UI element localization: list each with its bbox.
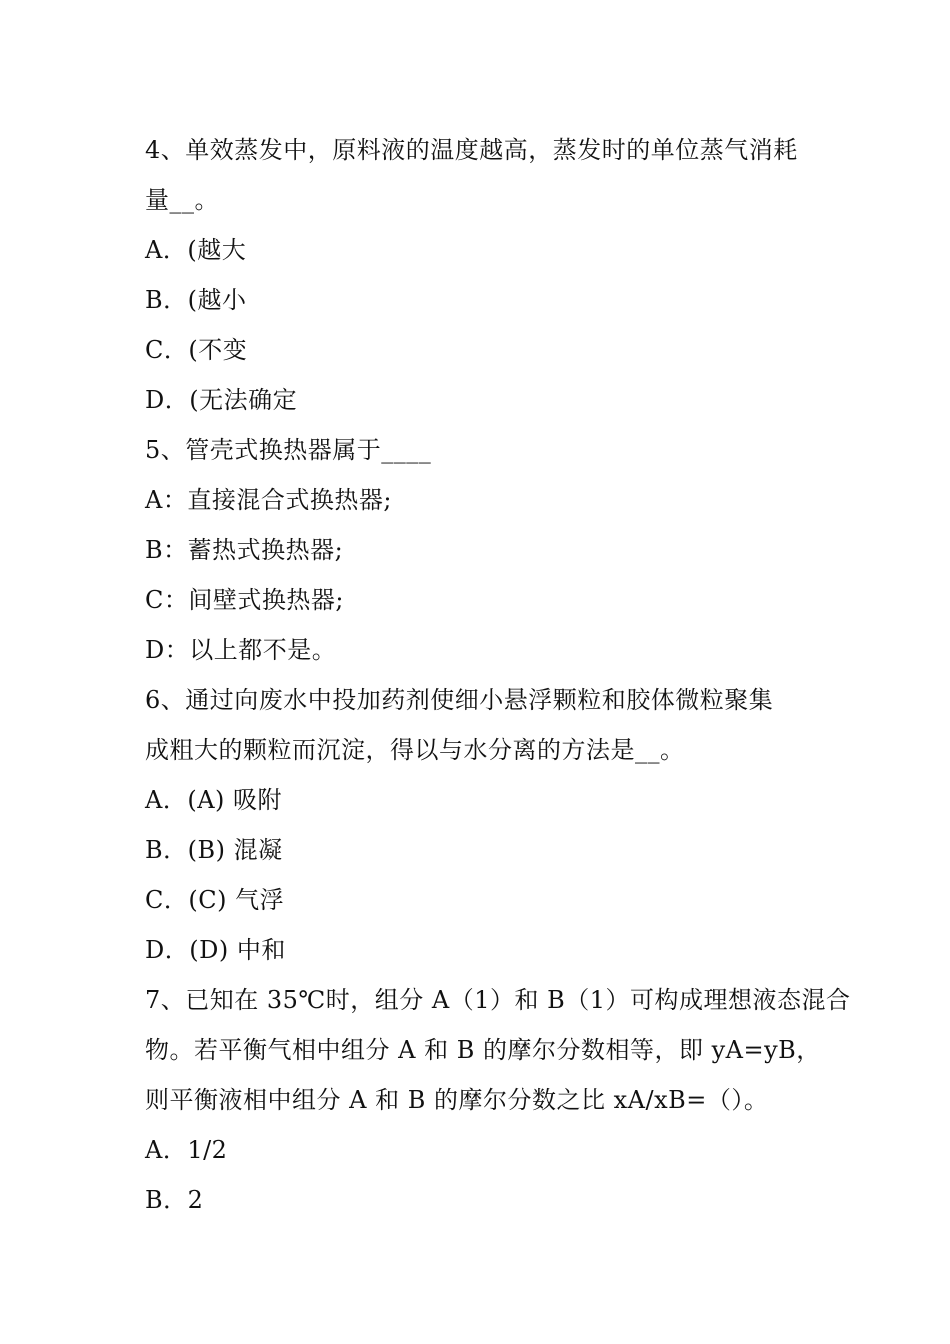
question-5-stem: 5、管壳式换热器属于____ <box>145 436 432 464</box>
question-5-option-a: A：直接混合式换热器; <box>145 486 392 514</box>
question-7-option-a: A．1/2 <box>145 1136 228 1164</box>
question-7-stem-line-1: 7、已知在 35℃时，组分 A（1）和 B（1）可构成理想液态混合 <box>145 986 851 1014</box>
question-7-stem-line-3: 则平衡液相中组分 A 和 B 的摩尔分数之比 xA/xB=（）。 <box>145 1086 769 1114</box>
question-7-option-b: B．2 <box>145 1186 204 1214</box>
question-4-option-d: D．(无法确定 <box>145 386 298 414</box>
question-6-option-b: B．(B) 混凝 <box>145 836 283 864</box>
question-6-stem-line-2: 成粗大的颗粒而沉淀，得以与水分离的方法是__。 <box>145 736 685 764</box>
question-4-option-a: A．(越大 <box>145 236 247 264</box>
question-6-option-a: A．(A) 吸附 <box>145 786 283 814</box>
question-4-option-b: B．(越小 <box>145 286 247 314</box>
question-5-option-b: B：蓄热式换热器; <box>145 536 344 564</box>
question-6-option-c: C．(C) 气浮 <box>145 886 285 914</box>
question-6-stem-line-1: 6、通过向废水中投加药剂使细小悬浮颗粒和胶体微粒聚集 <box>145 686 774 714</box>
question-5-option-c: C：间壁式换热器; <box>145 586 344 614</box>
question-4-stem-line-1: 4、单效蒸发中，原料液的温度越高，蒸发时的单位蒸气消耗 <box>145 136 798 164</box>
question-4-option-c: C．(不变 <box>145 336 248 364</box>
question-6-option-d: D．(D) 中和 <box>145 936 286 964</box>
question-4-stem-line-2: 量__。 <box>145 186 219 214</box>
question-7-stem-line-2: 物。若平衡气相中组分 A 和 B 的摩尔分数相等，即 yA=yB， <box>145 1036 821 1064</box>
question-5-option-d: D：以上都不是。 <box>145 636 337 664</box>
document-page <box>145 125 851 1225</box>
